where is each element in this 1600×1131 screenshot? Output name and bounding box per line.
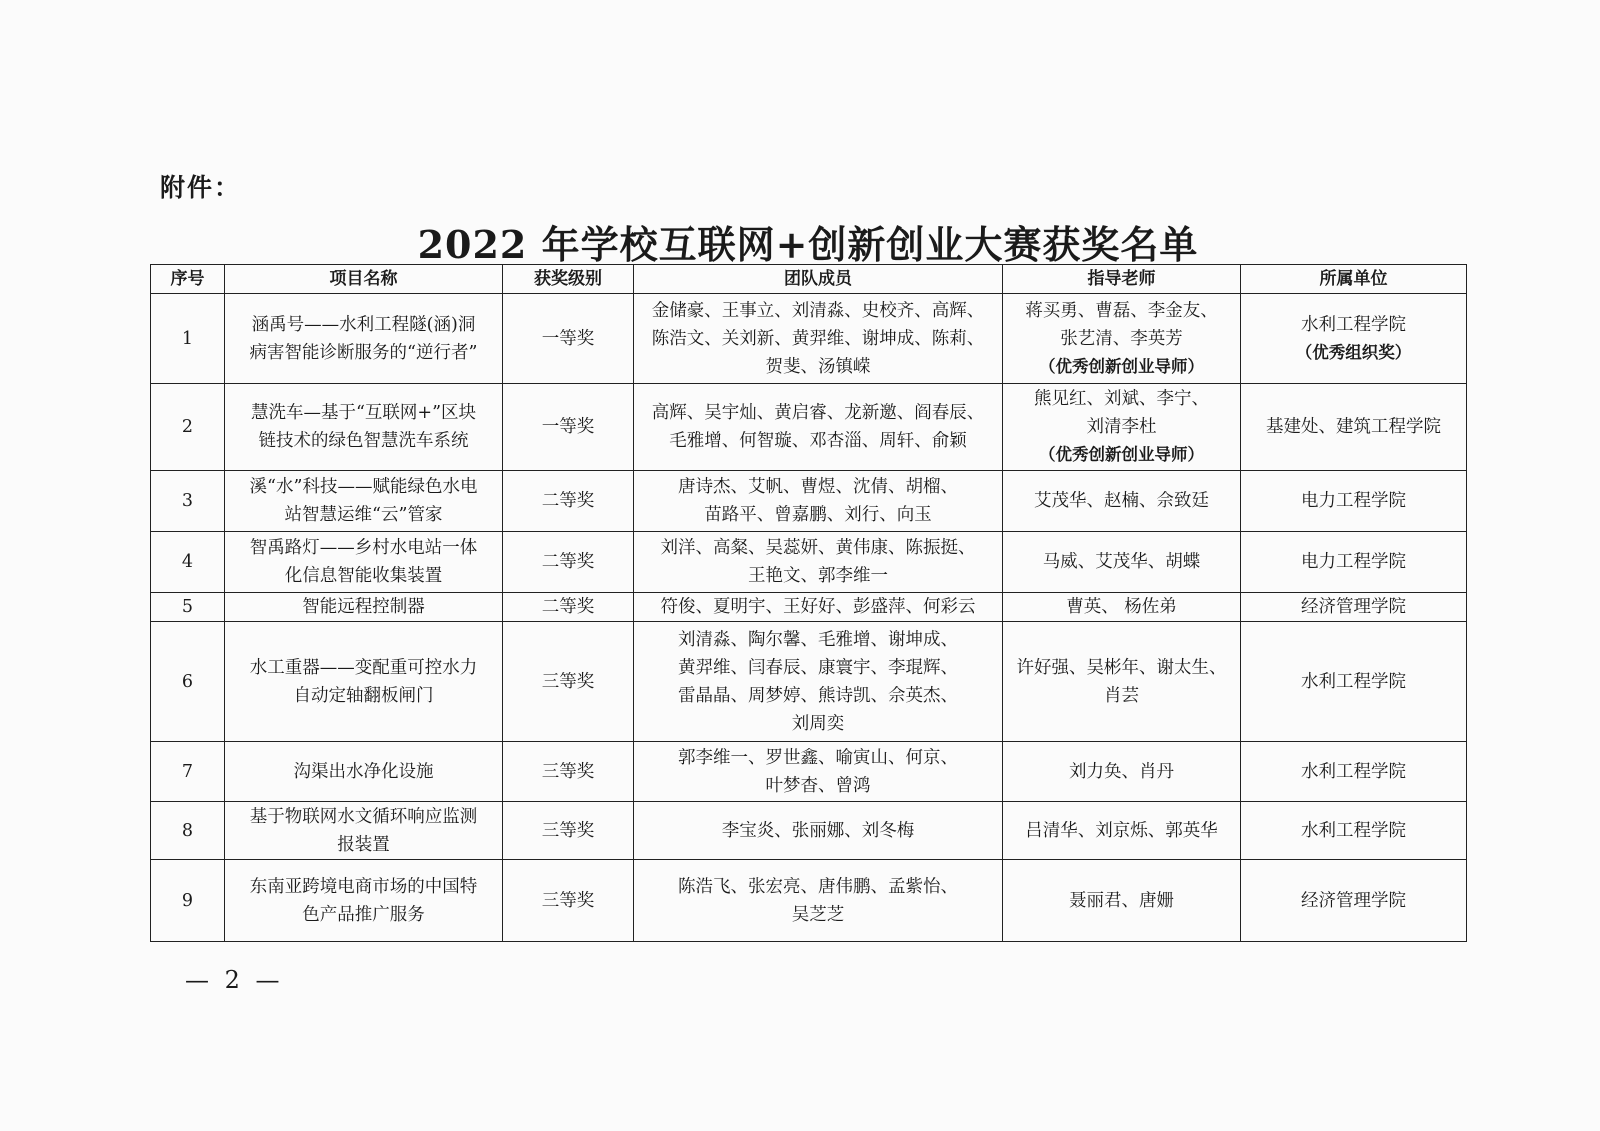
cell-unit-line: 经济管理学院 xyxy=(1301,890,1406,911)
cell-unit xyxy=(1241,802,1467,860)
cell-unit-line: 电力工程学院 xyxy=(1301,552,1406,572)
cell-advisors-line: 张艺清、李英芳 xyxy=(1060,328,1183,349)
cell-advisors-line: 聂丽君、唐姗 xyxy=(1069,890,1174,911)
table-row xyxy=(151,471,1467,532)
cell-unit xyxy=(1241,532,1467,593)
cell-members-line: 吴芝芝 xyxy=(791,904,845,925)
cell-unit-line: 经济管理学院 xyxy=(1301,597,1406,617)
cell-advisors-line: 曹英、 杨佐弟 xyxy=(1066,597,1177,617)
table-header-row xyxy=(151,265,1467,294)
header-no: 序号 xyxy=(151,265,225,294)
cell-project-line: 报装置 xyxy=(337,834,390,855)
cell-members xyxy=(634,622,1003,742)
cell-project xyxy=(225,622,503,742)
table-row xyxy=(151,622,1467,742)
cell-award: 三等奖 xyxy=(503,860,634,942)
cell-unit-line: 水利工程学院 xyxy=(1301,761,1406,782)
cell-unit xyxy=(1241,742,1467,802)
cell-award: 二等奖 xyxy=(503,532,634,593)
cell-project-line: 自动定轴翻板闸门 xyxy=(293,685,434,706)
cell-advisors-line: 肖芸 xyxy=(1104,685,1139,706)
cell-award: 一等奖 xyxy=(503,294,634,384)
cell-project-line: 智禹路灯——乡村水电站一体 xyxy=(249,538,478,558)
cell-members-line: 王艳文、郭李维一 xyxy=(748,566,888,586)
cell-project xyxy=(225,471,503,532)
cell-project xyxy=(225,384,503,471)
cell-advisors-line: 蒋买勇、曹磊、李金友、 xyxy=(1025,300,1218,321)
cell-members-line: 叶梦杳、曾鸿 xyxy=(765,775,871,796)
cell-members xyxy=(634,742,1003,802)
cell-advisors xyxy=(1003,622,1241,742)
cell-project-line: 水工重器——变配重可控水力 xyxy=(249,657,478,678)
cell-no: 8 xyxy=(151,802,225,860)
cell-advisors xyxy=(1003,593,1241,622)
cell-award: 三等奖 xyxy=(503,802,634,860)
cell-project-line: 溪“水”科技——赋能绿色水电 xyxy=(249,477,478,497)
header-unit: 所属单位 xyxy=(1241,265,1467,294)
cell-advisors-line: 刘清李杜 xyxy=(1086,417,1157,437)
cell-members xyxy=(634,802,1003,860)
table-row xyxy=(151,593,1467,622)
cell-advisors xyxy=(1003,471,1241,532)
cell-advisors-line: 艾茂华、赵楠、佘致廷 xyxy=(1034,491,1209,511)
cell-no: 3 xyxy=(151,471,225,532)
header-award: 获奖级别 xyxy=(503,265,634,294)
cell-members-line: 郭李维一、罗世鑫、喻寅山、何京、 xyxy=(678,747,958,768)
table-row xyxy=(151,742,1467,802)
cell-members-line: 陈浩飞、张宏亮、唐伟鹏、孟紫怡、 xyxy=(678,876,958,897)
cell-advisors-line: 马威、艾茂华、胡蝶 xyxy=(1042,552,1201,572)
cell-project xyxy=(225,860,503,942)
advisor-note: （优秀创新创业导师） xyxy=(1039,445,1204,464)
cell-members xyxy=(634,471,1003,532)
cell-members-line: 刘周奕 xyxy=(791,713,845,734)
cell-advisors-line: 吕清华、刘京烁、郭英华 xyxy=(1025,820,1218,841)
table-body xyxy=(151,294,1467,942)
cell-award: 二等奖 xyxy=(503,593,634,622)
cell-project-line: 智能远程控制器 xyxy=(302,597,425,617)
cell-project xyxy=(225,802,503,860)
cell-unit xyxy=(1241,384,1467,471)
cell-members-line: 刘清淼、陶尔馨、毛雅增、谢坤成、 xyxy=(678,629,958,650)
cell-unit xyxy=(1241,593,1467,622)
cell-no: 9 xyxy=(151,860,225,942)
cell-project-line: 病害智能诊断服务的“逆行者” xyxy=(249,342,478,363)
cell-members-line: 唐诗杰、艾帆、曹煜、沈倩、胡榴、 xyxy=(678,477,958,497)
cell-project xyxy=(225,593,503,622)
cell-members-line: 李宝炎、张丽娜、刘冬梅 xyxy=(721,820,915,841)
cell-members-line: 刘洋、高粲、吴蕊妍、黄伟康、陈振挺、 xyxy=(660,538,976,558)
cell-unit xyxy=(1241,860,1467,942)
table-row xyxy=(151,294,1467,384)
cell-no: 4 xyxy=(151,532,225,593)
cell-members-line: 苗路平、曾嘉鹏、刘行、向玉 xyxy=(704,505,932,525)
cell-advisors xyxy=(1003,742,1241,802)
advisor-note: （优秀创新创业导师） xyxy=(1039,356,1204,376)
header-advisors: 指导老师 xyxy=(1003,265,1241,294)
cell-project-line: 化信息智能收集装置 xyxy=(284,566,443,586)
cell-members-line: 贺斐、汤镇嵘 xyxy=(765,356,871,377)
cell-unit-line: 水利工程学院 xyxy=(1301,671,1406,692)
table-row xyxy=(151,802,1467,860)
cell-project-line: 东南亚跨境电商市场的中国特 xyxy=(249,876,478,897)
cell-project-line: 慧洗车—基于“互联网+”区块 xyxy=(250,403,477,423)
cell-advisors xyxy=(1003,294,1241,384)
cell-members xyxy=(634,384,1003,471)
cell-project-line: 基于物联网水文循环响应监测 xyxy=(249,806,478,827)
cell-no: 6 xyxy=(151,622,225,742)
cell-project-line: 站智慧运维“云”管家 xyxy=(284,505,443,525)
cell-members-line: 高辉、吴宇灿、黄启睿、龙新邀、阎春辰、 xyxy=(651,403,985,423)
cell-project-line: 涵禹号——水利工程隧(涵)洞 xyxy=(251,314,476,335)
cell-advisors xyxy=(1003,532,1241,593)
cell-project xyxy=(225,742,503,802)
cell-members-line: 符俊、夏明宇、王好好、彭盛萍、何彩云 xyxy=(660,597,976,617)
cell-advisors xyxy=(1003,860,1241,942)
cell-unit-line: 水利工程学院 xyxy=(1301,314,1406,335)
cell-members-line: 金储豪、王事立、刘清淼、史校齐、高辉、 xyxy=(651,300,985,321)
cell-no: 2 xyxy=(151,384,225,471)
cell-members xyxy=(634,593,1003,622)
cell-members xyxy=(634,532,1003,593)
header-project: 项目名称 xyxy=(225,265,503,294)
page-number: — 2 — xyxy=(185,966,284,994)
cell-project-line: 链技术的绿色智慧洗车系统 xyxy=(258,431,469,451)
cell-unit xyxy=(1241,294,1467,384)
cell-no: 5 xyxy=(151,593,225,622)
table-row xyxy=(151,384,1467,471)
cell-members-line: 雷晶晶、周梦婷、熊诗凯、佘英杰、 xyxy=(678,685,958,706)
cell-project-line: 色产品推广服务 xyxy=(302,904,425,925)
cell-members xyxy=(634,860,1003,942)
cell-award: 一等奖 xyxy=(503,384,634,471)
cell-advisors xyxy=(1003,384,1241,471)
cell-no: 7 xyxy=(151,742,225,802)
cell-members xyxy=(634,294,1003,384)
cell-award: 二等奖 xyxy=(503,471,634,532)
cell-project xyxy=(225,294,503,384)
cell-no: 1 xyxy=(151,294,225,384)
cell-members-line: 黄羿维、闫春辰、康寰宇、李琨辉、 xyxy=(678,657,958,678)
cell-members-line: 毛雅增、何智璇、邓杏淄、周轩、俞颖 xyxy=(669,431,967,451)
cell-unit xyxy=(1241,622,1467,742)
cell-award: 三等奖 xyxy=(503,742,634,802)
awards-table xyxy=(150,264,1467,942)
cell-advisors-line: 熊见红、刘斌、李宁、 xyxy=(1034,389,1209,409)
header-members: 团队成员 xyxy=(634,265,1003,294)
cell-project xyxy=(225,532,503,593)
attachment-label: 附件： xyxy=(160,173,242,202)
cell-unit-line: 水利工程学院 xyxy=(1301,820,1406,841)
cell-unit-line: 基建处、建筑工程学院 xyxy=(1266,417,1441,437)
table-row xyxy=(151,860,1467,942)
cell-advisors-line: 许好强、吴彬年、谢太生、 xyxy=(1016,657,1227,678)
unit-note: （优秀组织奖） xyxy=(1295,342,1412,362)
cell-project-line: 沟渠出水净化设施 xyxy=(293,761,434,782)
cell-members-line: 陈浩文、关刘新、黄羿维、谢坤成、陈莉、 xyxy=(651,328,985,349)
cell-advisors-line: 刘力奂、肖丹 xyxy=(1069,761,1174,782)
cell-unit xyxy=(1241,471,1467,532)
cell-advisors xyxy=(1003,802,1241,860)
cell-award: 三等奖 xyxy=(503,622,634,742)
table-row xyxy=(151,532,1467,593)
cell-unit-line: 电力工程学院 xyxy=(1301,491,1406,511)
document-title: 2022 年学校互联网+创新创业大赛获奖名单 xyxy=(417,222,1199,267)
